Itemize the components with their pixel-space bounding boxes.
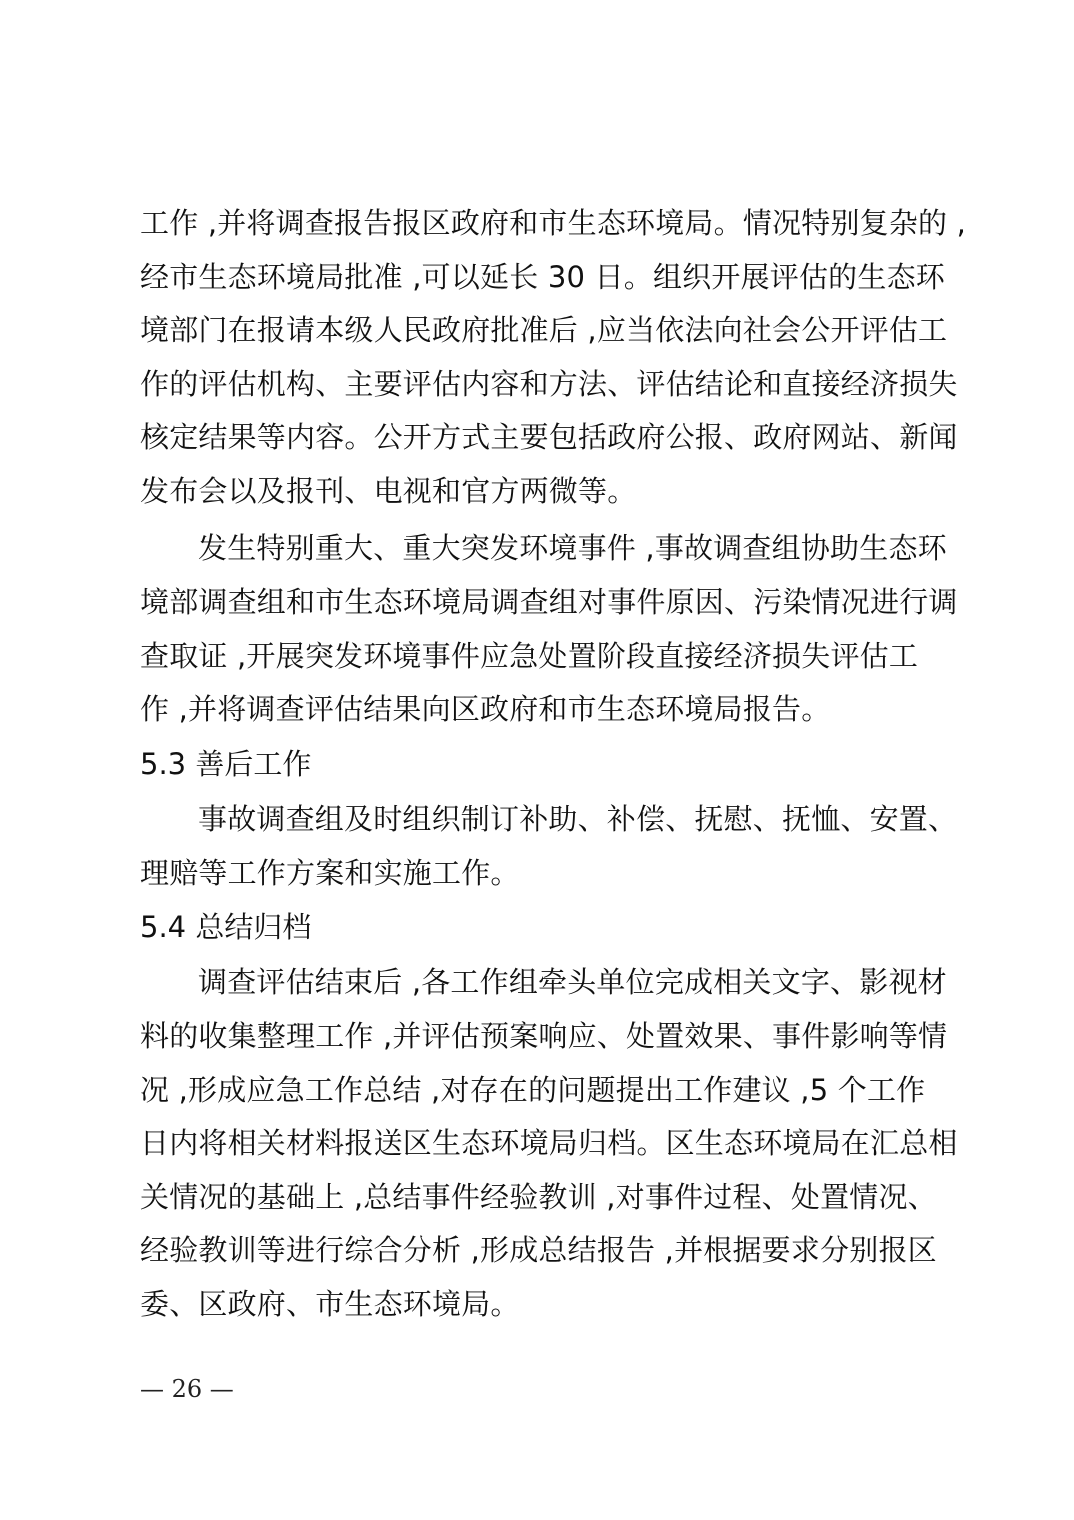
text-line: 发布会以及报刊、电视和官方两微等。 [140, 474, 637, 508]
text-line: 发生特别重大、重大突发环境事件 ,事故调查组协助生态环 [198, 531, 947, 565]
text-line: 作 ,并将调查评估结果向区政府和市生态环境局报告。 [140, 692, 831, 726]
text-line: 调查评估结束后 ,各工作组牵头单位完成相关文字、影视材 [198, 965, 947, 999]
text-line: 理赔等工作方案和实施工作。 [140, 856, 520, 890]
section-heading-5-4: 5.4 总结归档 [140, 910, 312, 944]
text-line: 工作 ,并将调查报告报区政府和市生态环境局。情况特别复杂的 , [140, 206, 967, 240]
text-line: 委、区政府、市生态环境局。 [140, 1287, 520, 1321]
text-line: 境部调查组和市生态环境局调查组对事件原因、污染情况进行调 [140, 585, 958, 619]
text-line: 经验教训等进行综合分析 ,形成总结报告 ,并根据要求分别报区 [140, 1233, 937, 1267]
page-number: — 26 — [140, 1375, 234, 1403]
text-line: 关情况的基础上 ,总结事件经验教训 ,对事件过程、处置情况、 [140, 1180, 937, 1214]
text-line: 日内将相关材料报送区生态环境局归档。区生态环境局在汇总相 [140, 1126, 958, 1160]
section-heading-5-3: 5.3 善后工作 [140, 747, 312, 781]
text-line: 料的收集整理工作 ,并评估预案响应、处置效果、事件影响等情 [140, 1019, 948, 1053]
text-line: 境部门在报请本级人民政府批准后 ,应当依法向社会公开评估工 [140, 313, 948, 347]
text-line: 况 ,形成应急工作总结 ,对存在的问题提出工作建议 ,5 个工作 [140, 1073, 926, 1107]
text-line: 经市生态环境局批准 ,可以延长 30 日。组织开展评估的生态环 [140, 260, 945, 294]
text-line: 查取证 ,开展突发环境事件应急处置阶段直接经济损失评估工 [140, 639, 919, 673]
text-line: 事故调查组及时组织制订补助、补偿、抚慰、抚恤、安置、 [198, 802, 958, 836]
text-line: 核定结果等内容。公开方式主要包括政府公报、政府网站、新闻 [140, 420, 958, 454]
text-line: 作的评估机构、主要评估内容和方法、评估结论和直接经济损失 [140, 367, 958, 401]
